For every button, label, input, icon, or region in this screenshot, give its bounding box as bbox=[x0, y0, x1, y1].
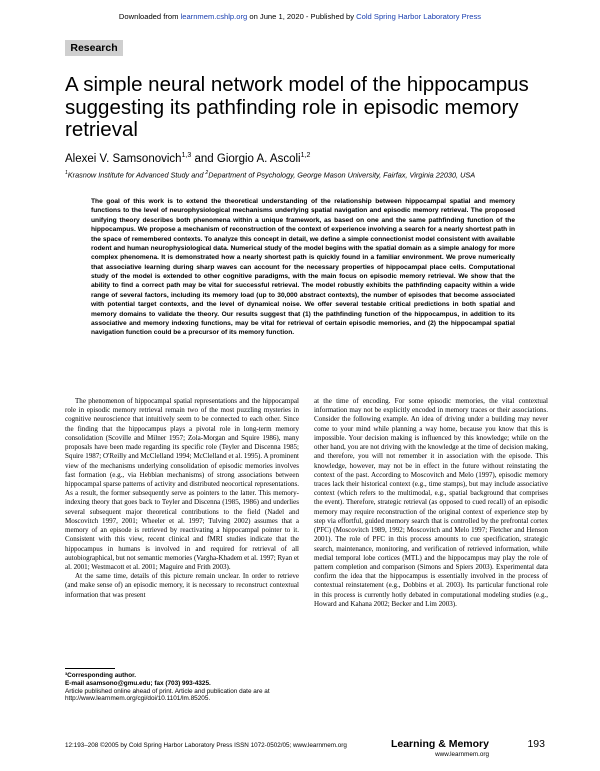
author-affiliation-marker: 1,3 bbox=[181, 152, 192, 159]
author-list bbox=[65, 152, 545, 165]
body-column-right bbox=[314, 397, 548, 609]
affiliation-text: Krasnow Institute for Advanced Study and bbox=[67, 170, 206, 180]
body-paragraph: The phenomenon of hippocampal spatial representations and the hippocampal role in episodic memory retrieval remain two of the most puzzling mysteries in cognitive neuroscience that intuitively seem to be connected to each other. Since the finding that the hippocampus plays a pivotal role in long-term memory consolidation (Scoville and Milner 1957; Zola-Morgan and Squire 1986), many proposals have been made regarding its specific role (Teyler and Discenna 1985; Squire 1987; O'Reilly and McClelland 1994; McClelland et al. 1995). A prominent view of the mechanisms underlying consolidation of episodic memories involves fast formation (e.g., via Hebbian mechanisms) of strong associations between hippocampal sparse patterns of activity and distributed neocortical representations. As a result, the former subsequently serve as pointers to the latter. This memory-indexing theory that goes back to Teyler and Discenna (1985, 1986) and underlies several subsequent major theoretical contributions to the field (Nadel and Moscovitch 1997, 2001; Wheeler et al. 1997; Tulving 2002) assumes that a memory of an episode is retrieved by reactivating a hippocampal pointer to it. Consistent with this view, recent clinical and fMRI studies indicate that the hippocampus in humans is involved in and required for retrieval of all autobiographical, but not semantic memories (Vargha-Khadem et al. 1997; Ryan et al. 2001; Westmacott et al. 2001; Maguire and Frith 2003). bbox=[65, 397, 299, 571]
publisher-link[interactable]: Cold Spring Harbor Laboratory Press bbox=[356, 12, 482, 21]
section-label: Research bbox=[65, 40, 123, 56]
author-affiliation-marker: 1,2 bbox=[300, 152, 311, 159]
page-footer bbox=[65, 738, 545, 764]
footer-citation: 12:193–208 ©2005 by Cold Spring Harbor Laboratory Press ISSN 1072-0502/05; www.learnmem.org bbox=[65, 742, 347, 749]
corresponding-author-label: ³Corresponding author. bbox=[65, 672, 137, 679]
author-name: Giorgio A. Ascoli bbox=[216, 152, 301, 165]
body-column-left bbox=[65, 397, 299, 600]
affiliation-text: Department of Psychology, George Mason University, Fairfax, Virginia 22030, USA bbox=[208, 170, 476, 180]
body-paragraph: at the time of encoding. For some episodic memories, the vital contextual information may not be explicitly encoded in memory traces or their associations. Consider the following example. An idea of driving under a building may never come to your mind while planning a way home, because you know that this is impossible. Your decision making is influenced by this knowledge; while on the other hand, you are not driving with the knowledge at the time of decision making, and therefore, you will not remember it in association with the episode. This knowledge, however, may not be in effect in the future without reinstating the context of the past. According to Moscovitch and Melo (1997), episodic memory traces lack their historical context (e.g., time stamps), but may include associative context (which refers to the multimodal, e.g., spatial background that comprises the event). Therefore, strategic retrieval (as opposed to cued recall) of an episodic memory may require reconstruction of the original context of experience step by step via effortful, guided memory search that is controlled by the prefrontal cortex (PFC) (Moscovitch 1989, 1992; Moscovitch and Melo 1997; Fletcher and Henson 2001). The role of PFC in this process amounts to cue specification, strategic search, maintenance, monitoring, and verification of retrieved information, while medial temporal lobe cortices (MTL) and the hippocampus may play the role of pattern completion and comparison (Simons and Spiers 2003). Experimental data confirm the idea that the hippocampus is essentially involved in the process of contextual reinstatement (e.g., Dobbins et al. 2003). Its particular functional role in this process is currently hotly debated in computational modeling studies (e.g., Howard and Kahana 2002; Becker and Lim 2003). bbox=[314, 397, 548, 608]
footnote-divider bbox=[65, 668, 115, 669]
affiliation-marker: 2 bbox=[205, 170, 209, 176]
corresponding-author-contact: E-mail asamsono@gmu.edu; fax (703) 993-4325. bbox=[65, 679, 211, 687]
body-paragraph: At the same time, details of this picture remain unclear. In order to retrieve (and make sense of) an episodic memory, it is necessary to reconstruct contextual information that was present bbox=[65, 572, 299, 599]
article-title: A simple neural network model of the hippocampus suggesting its pathfinding role in episodic memory retrieval bbox=[65, 73, 529, 141]
banner-middle: on June 1, 2020 - Published by bbox=[247, 12, 357, 21]
site-link[interactable]: learnmem.cshlp.org bbox=[180, 12, 248, 21]
footnotes bbox=[65, 672, 305, 703]
author-conjunction: and bbox=[191, 152, 217, 165]
article-publication-note: Article published online ahead of print. Article and publication date are at http://www.learnmem.org/cgi/doi/10.1101/lm.85205. bbox=[65, 687, 270, 703]
page-number: 193 bbox=[527, 738, 545, 750]
journal-url[interactable]: www.learnmem.org bbox=[435, 751, 489, 758]
affiliation-marker: 1 bbox=[65, 170, 68, 176]
affiliations bbox=[65, 170, 565, 179]
journal-name: Learning & Memory bbox=[390, 738, 489, 750]
abstract: The goal of this work is to extend the theoretical understanding of the relationship between hippocampal spatial and memory functions to the level of neurophysiological mechanisms underlying spatial navigation and episodic memory retrieval. The proposed unifying theory describes both phenomena within a unique framework, as based on one and the same pathfinding function of the hippocampus. We propose a mechanism of reconstruction of the context of experience involving a search for a nearly shortest path in the space of remembered contexts. To analyze this concept in detail, we define a simple connectionist model consistent with available rodent and human neurophysiological data. Numerical study of the model begins with the spatial domain as a simple analogy for more complex phenomena. It is demonstrated how a nearly shortest path is quickly found in a familiar environment. We prove numerically that associative learning during sharp waves can account for the necessary properties of hippocampal place cells. Computational study of the model is extended to other cognitive paradigms, with the main focus on episodic memory retrieval. We show that the ability to find a correct path may be vital for successful retrieval. The model robustly exhibits the pathfinding capacity within a wide range of several factors, including its memory load (up to 30,000 abstract contexts), the number of episodes that become associated with potential target contexts, and the level of dynamical noise. We offer several testable critical predictions in both spatial and memory domains to validate the theory. Our results suggest that (1) the pathfinding function of the hippocampus, in addition to its associative and memory indexing functions, may be vital for retrieval of certain episodic memories, and (2) the hippocampal spatial navigation function could be a precursor of its memory function. bbox=[91, 198, 515, 337]
download-banner bbox=[0, 12, 600, 21]
author-name: Alexei V. Samsonovich bbox=[65, 152, 182, 165]
banner-prefix: Downloaded from bbox=[118, 12, 181, 21]
